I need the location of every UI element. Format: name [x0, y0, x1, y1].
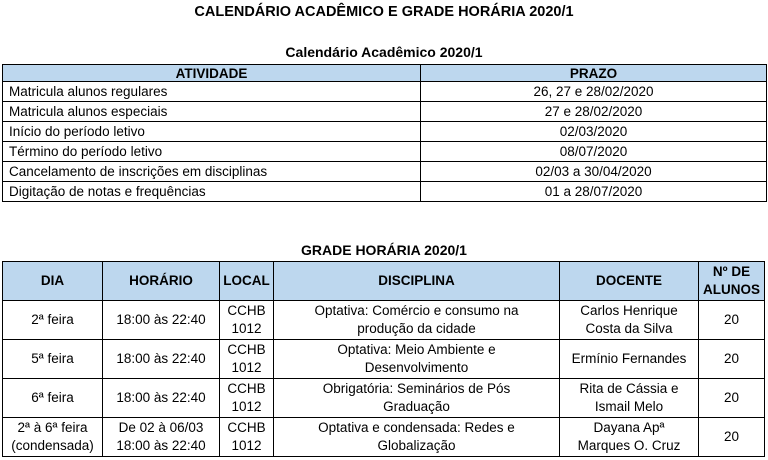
cell-line: CCHB	[227, 303, 266, 318]
cell-line: 1012	[231, 321, 262, 336]
schedule-row	[3, 418, 765, 457]
day-cell	[3, 301, 103, 340]
day-cell	[3, 418, 103, 457]
cell-line: CCHB	[227, 381, 266, 396]
cell-line: Graduação	[383, 399, 450, 414]
cell-line: De 02 à 06/03	[118, 420, 204, 435]
location-cell	[220, 340, 274, 379]
deadline-cell: 02/03 a 30/04/2020	[421, 162, 767, 182]
calendar-subtitle: Calendário Acadêmico 2020/1	[285, 44, 483, 60]
calendar-row	[3, 102, 767, 122]
cell-line: 20	[723, 351, 740, 366]
discipline-cell	[274, 379, 560, 418]
cell-line: 1012	[231, 438, 262, 453]
cell-line: 2ª à 6ª feira	[17, 420, 88, 435]
calendar-row	[3, 82, 767, 102]
activity-cell: Término do período letivo	[3, 142, 421, 162]
cell-line: (condensada)	[11, 438, 94, 453]
header-prazo: PRAZO	[421, 65, 767, 82]
cell-line: Desenvolvimento	[364, 360, 469, 375]
cell-line: 6ª feira	[31, 390, 74, 405]
activity-cell: Digitação de notas e frequências	[3, 182, 421, 202]
deadline-cell: 02/03/2020	[421, 122, 767, 142]
calendar-row	[3, 122, 767, 142]
page-title: CALENDÁRIO ACADÊMICO E GRADE HORÁRIA 2020/1	[194, 4, 574, 20]
cell-line: Dayana Apª	[593, 420, 665, 435]
header-alunos: Nº DE ALUNOS	[699, 262, 765, 301]
cell-line: Optativa: Meio Ambiente e	[337, 342, 496, 357]
deadline-cell: 26, 27 e 28/02/2020	[421, 82, 767, 102]
cell-line: 18:00 às 22:40	[116, 351, 206, 366]
discipline-cell	[274, 418, 560, 457]
header-disciplina: DISCIPLINA	[274, 262, 560, 301]
cell-line: Globalização	[377, 438, 456, 453]
cell-line: 2ª feira	[31, 312, 74, 327]
cell-line: 1012	[231, 399, 262, 414]
cell-line: 5ª feira	[31, 351, 74, 366]
cell-line: 18:00 às 22:40	[116, 390, 206, 405]
cell-line: CCHB	[227, 420, 266, 435]
calendar-row	[3, 182, 767, 202]
cell-line: Carlos Henrique	[580, 303, 678, 318]
cell-line: Ermínio Fernandes	[571, 351, 687, 366]
cell-line: Costa da Silva	[585, 321, 673, 336]
cell-line: 1012	[231, 360, 262, 375]
header-local: LOCAL	[220, 262, 274, 301]
cell-line: 20	[723, 312, 740, 327]
teacher-cell	[560, 301, 699, 340]
time-cell	[103, 340, 220, 379]
activity-cell: Matricula alunos regulares	[3, 82, 421, 102]
cell-line: 20	[723, 429, 740, 444]
calendar-header-row	[3, 65, 767, 82]
activity-cell: Cancelamento de inscrições em disciplinas	[3, 162, 421, 182]
activity-cell: Matricula alunos especiais	[3, 102, 421, 122]
students-count-cell	[699, 301, 765, 340]
time-cell	[103, 418, 220, 457]
schedule-row	[3, 379, 765, 418]
activity-cell: Início do período letivo	[3, 122, 421, 142]
cell-line: CCHB	[227, 342, 266, 357]
schedule-subtitle: GRADE HORÁRIA 2020/1	[301, 242, 467, 258]
cell-line: Optativa e condensada: Redes e	[318, 420, 515, 435]
students-count-cell	[699, 340, 765, 379]
discipline-cell	[274, 340, 560, 379]
students-count-cell	[699, 379, 765, 418]
class-schedule-table	[2, 261, 765, 457]
time-cell	[103, 301, 220, 340]
calendar-row	[3, 162, 767, 182]
discipline-cell	[274, 301, 560, 340]
day-cell	[3, 379, 103, 418]
cell-line: Obrigatória: Seminários de Pós	[322, 381, 511, 396]
location-cell	[220, 379, 274, 418]
academic-calendar-table	[2, 64, 767, 202]
cell-line: Ismail Melo	[594, 399, 664, 414]
deadline-cell: 01 a 28/07/2020	[421, 182, 767, 202]
schedule-row	[3, 301, 765, 340]
teacher-cell	[560, 418, 699, 457]
cell-line: Optativa: Comércio e consumo na	[314, 303, 519, 318]
deadline-cell: 27 e 28/02/2020	[421, 102, 767, 122]
calendar-row	[3, 142, 767, 162]
header-atividade: ATIVIDADE	[3, 65, 421, 82]
header-dia: DIA	[3, 262, 103, 301]
deadline-cell: 08/07/2020	[421, 142, 767, 162]
schedule-header-row	[3, 262, 765, 301]
location-cell	[220, 418, 274, 457]
location-cell	[220, 301, 274, 340]
cell-line: 18:00 às 22:40	[116, 312, 206, 327]
cell-line: Rita de Cássia e	[579, 381, 679, 396]
teacher-cell	[560, 379, 699, 418]
cell-line: produção da cidade	[357, 321, 476, 336]
teacher-cell	[560, 340, 699, 379]
header-docente: DOCENTE	[560, 262, 699, 301]
header-horario: HORÁRIO	[103, 262, 220, 301]
cell-line: Marques O. Cruz	[577, 438, 681, 453]
schedule-row	[3, 340, 765, 379]
day-cell	[3, 340, 103, 379]
cell-line: 20	[723, 390, 740, 405]
time-cell	[103, 379, 220, 418]
cell-line: 18:00 às 22:40	[116, 438, 206, 453]
students-count-cell	[699, 418, 765, 457]
